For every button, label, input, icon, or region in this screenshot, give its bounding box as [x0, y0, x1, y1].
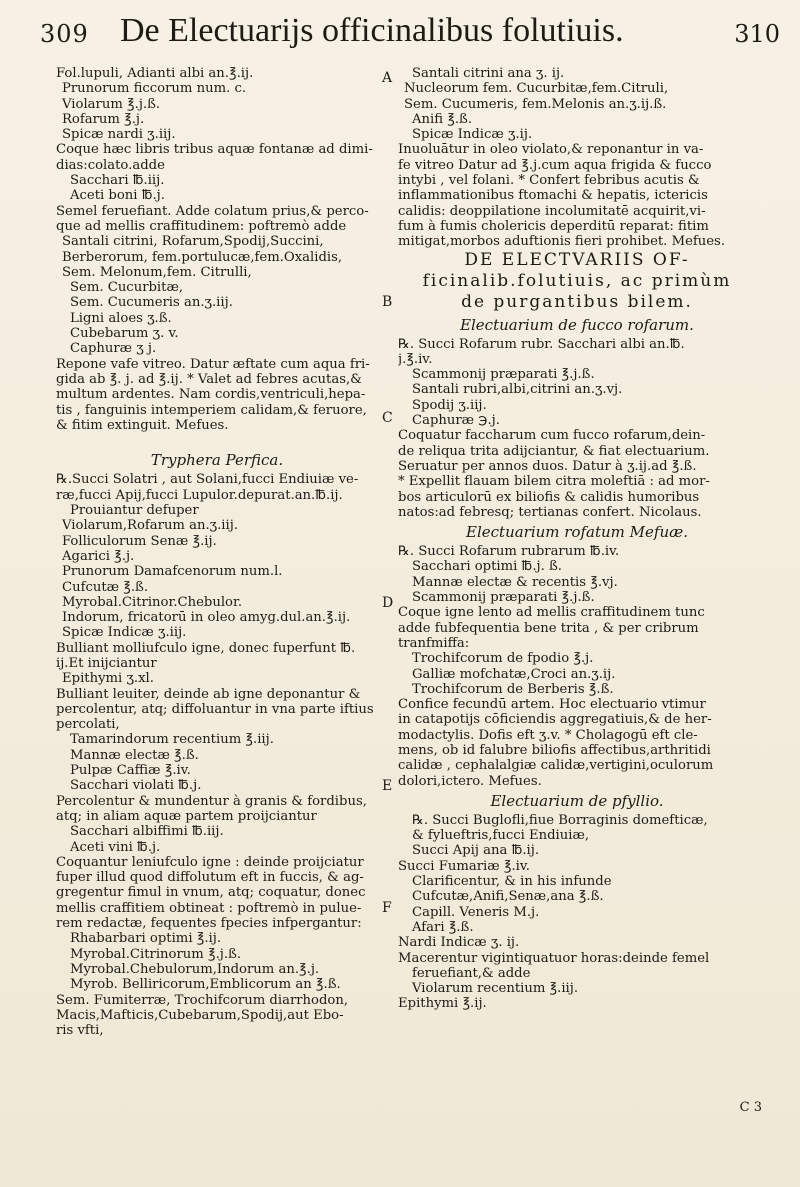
text-line: Aceti boni ℔.j.: [70, 188, 165, 204]
text-line: Coquantur leniufculo igne : deinde proijciatur: [56, 854, 364, 870]
margin-letter-e: E: [382, 778, 393, 794]
text-line: Clarificentur, & in his infunde: [412, 874, 612, 890]
text-line: Sem. Cucurbitæ,: [70, 280, 184, 296]
text-line: Seruatur per annos duos. Datur à ʒ.ij.ad ℥.ß.: [398, 458, 697, 474]
right-column: [398, 66, 756, 1012]
text-line: mellis craffitiem obtineat : poftremò in pulue-: [56, 900, 362, 916]
text-line: ℞.Succi Solatri , aut Solani,fucci Endiuiæ ve-: [56, 472, 359, 488]
text-line: gida ab ℥. j. ad ℥.ij. * Valet ad febres acutas,&: [56, 371, 362, 387]
text-line: Nucleorum fem. Cucurbitæ,fem.Citruli,: [404, 81, 669, 97]
margin-letter-f: F: [382, 900, 392, 916]
text-line: DE ELECTVARIIS OF-: [464, 249, 690, 270]
text-line: Macerentur vigintiquatuor horas:deinde femel: [398, 950, 710, 966]
text-line: mens, ob id falubre biliofis affectibus,arthritidi: [398, 742, 711, 758]
text-line: Semel feruefiant. Adde colatum prius,& perco-: [56, 203, 369, 219]
text-line: Repone vafe vitreo. Datur æftate cum aqua fri-: [56, 356, 370, 372]
text-line: tis , fanguinis intemperiem calidam,& feruore,: [56, 402, 367, 418]
text-line: Mannæ electæ ℥.ß.: [70, 747, 199, 763]
text-line: Violarum ℥.j.ß.: [62, 96, 161, 112]
text-line: Santali citrini, Rofarum,Spodij,Succini,: [62, 234, 324, 250]
text-line: fe vitreo Datur ad ℥.j.cum aqua frigida & fucco: [398, 157, 712, 173]
text-line: natos:ad febresq; tertianas confert. Nicolaus.: [398, 504, 702, 520]
text-line: Spodij ʒ.iij.: [412, 397, 487, 413]
text-line: Sem. Cucumeris, fem.Melonis an.ʒ.ij.ß.: [404, 96, 667, 112]
text-line: ræ,fucci Apij,fucci Lupulor.depurat.an.℔.ij.: [56, 487, 343, 503]
margin-letter-a: A: [382, 70, 393, 86]
text-line: Galliæ mofchatæ,Croci an.ʒ.ij.: [412, 666, 616, 682]
running-header: [40, 8, 780, 56]
page-number-right: 310: [734, 20, 780, 48]
text-line: Coque hæc libris tribus aquæ fontanæ ad dimi-: [56, 142, 373, 158]
text-line: Percolentur & mundentur à granis & fordibus,: [56, 793, 367, 809]
text-line: Santali rubri,albi,citrini an.ʒ.vj.: [412, 382, 623, 398]
running-title: De Electuarijs officinalibus folutiuis.: [120, 12, 624, 49]
text-line: Violarum,Rofarum an.ʒ.iij.: [62, 518, 239, 534]
text-line: Spicæ Indicæ ʒ.ij.: [412, 127, 533, 143]
text-line: bos articulorū ex biliofis & calidis humoribus: [398, 489, 700, 505]
text-line: ris vfti,: [56, 1023, 104, 1039]
text-line: Tamarindorum recentium ℥.iij.: [70, 732, 274, 748]
text-line: Spicæ Indicæ ʒ.iij.: [62, 625, 187, 641]
text-line: percolentur, atq; diffoluantur in vna parte iftius: [56, 701, 374, 717]
text-line: Prouiantur defuper: [70, 503, 199, 519]
text-line: ij.Et inijciantur: [56, 655, 157, 671]
text-line: fuper illud quod diffolutum eft in fuccis, & ag-: [56, 870, 364, 886]
text-line: Afari ℥.ß.: [412, 919, 474, 935]
text-line: Trochifcorum de fpodio ℥.j.: [412, 651, 594, 667]
text-line: Capill. Veneris M.j.: [412, 904, 540, 920]
text-line: Anifi ℥.ß.: [412, 111, 473, 127]
text-line: Cufcutæ ℥.ß.: [62, 579, 149, 595]
text-line: Sacchari violati ℔.j.: [70, 778, 202, 794]
text-line: intybi , vel folani. * Confert febribus acutis &: [398, 173, 700, 189]
signature-mark: C 3: [739, 1100, 762, 1115]
text-line: multum ardentes. Nam cordis,ventriculi,hepa-: [56, 387, 366, 403]
text-line: Santali citrini ana ʒ. ij.: [412, 66, 565, 81]
text-line: Scammonij præparati ℥.j.ß.: [412, 367, 595, 383]
text-line: Myrobal.Chebulorum,Indorum an.℥.j.: [70, 961, 320, 977]
text-line: ℞. Succi Rofarum rubrarum ℔.iv.: [398, 544, 620, 560]
text-line: calidis: deoppilatione incolumitatē acquirit,vi-: [398, 203, 706, 219]
text-line: Bulliant leuiter, deinde ab igne deponantur &: [56, 686, 361, 702]
text-line: & fitim extinguit. Mefues.: [56, 417, 229, 433]
text-line: Coquatur faccharum cum fucco rofarum,dein-: [398, 428, 706, 444]
text-line: Succi Apij ana ℔.ij.: [412, 843, 540, 859]
page-number-left: 309: [40, 20, 89, 48]
text-line: Sem. Cucumeris an.ʒ.iij.: [70, 295, 233, 311]
text-line: Prunorum ficcorum num. c.: [62, 81, 247, 97]
text-line: Electuarium rofatum Mefuæ.: [466, 523, 688, 542]
text-line: Sem. Melonum,fem. Citrulli,: [62, 264, 252, 280]
text-line: tranfmiffa:: [398, 635, 470, 651]
text-line: Sacchari ℔.iij.: [70, 173, 165, 189]
text-line: Violarum recentium ℥.iij.: [412, 981, 579, 997]
text-line: Myrob. Belliricorum,Emblicorum an ℥.ß.: [70, 977, 341, 993]
text-line: Macis,Mafticis,Cubebarum,Spodij,aut Ebo-: [56, 1007, 344, 1023]
text-line: Prunorum Damafcenorum num.l.: [62, 564, 283, 580]
text-line: Inuoluātur in oleo violato,& reponantur in va-: [398, 142, 704, 158]
margin-letter-c: C: [382, 410, 393, 426]
text-line: modactylis. Dofis eft ʒ.v. * Cholagogū eft cle-: [398, 727, 698, 743]
text-line: Confice fecundū artem. Hoc electuario vtimur: [398, 697, 706, 713]
text-line: [56, 433, 378, 448]
text-line: Sacchari optimi ℔.j. ß.: [412, 559, 563, 575]
text-line: dolori,ictero. Mefues.: [398, 773, 542, 789]
margin-letter-b: B: [382, 294, 393, 310]
text-line: Indorum, fricatorū in oleo amyg.dul.an.℥.ij.: [62, 610, 351, 626]
text-line: Ligni aloes ʒ.ß.: [70, 310, 172, 326]
text-line: Folliculorum Senæ ℥.ij.: [62, 533, 217, 549]
text-line: Pulpæ Caffiæ ℥.iv.: [70, 763, 191, 779]
text-line: percolati,: [56, 717, 120, 733]
text-line: Succi Fumariæ ℥.iv.: [398, 858, 530, 874]
text-line: Caphuræ ʒ j.: [70, 341, 157, 357]
text-line: adde fubfequentia bene trita , & per cribrum: [398, 620, 699, 636]
text-line: Mannæ electæ & recentis ℥.vj.: [412, 574, 618, 590]
text-line: Nardi Indicæ ʒ. ij.: [398, 935, 520, 951]
text-line: Bulliant molliufculo igne, donec fuperfunt ℔.: [56, 640, 356, 656]
text-line: inflammationibus ftomachi & hepatis, ictericis: [398, 188, 708, 204]
text-line: mitigat,morbos aduftionis fieri prohibet. Mefues.: [398, 234, 726, 250]
text-line: Aceti vini ℔.j.: [70, 839, 161, 855]
text-line: & fylueftris,fucci Endiuiæ,: [412, 828, 590, 844]
text-line: gregentur fimul in vnum, atq; coquatur, donec: [56, 885, 366, 901]
left-column: [56, 66, 378, 1038]
text-line: dias:colato.adde: [56, 157, 165, 173]
text-line: Epithymi ℥.ij.: [398, 996, 487, 1012]
text-line: * Expellit flauam bilem citra moleftiā : ad mor-: [398, 474, 710, 490]
text-line: Electuarium de fucco rofarum.: [460, 315, 694, 334]
text-line: de reliqua trita adijciantur, & fiat electuarium.: [398, 443, 710, 459]
text-line: Berberorum, fem.portulucæ,fem.Oxalidis,: [62, 249, 343, 265]
text-line: calidæ , cephalalgiæ calidæ,vertigini,oculorum: [398, 758, 714, 774]
text-line: rem redactæ, fequentes fpecies infpergantur:: [56, 916, 362, 932]
text-line: Sacchari albiffimi ℔.iij.: [70, 824, 224, 840]
text-line: Myrobal.Citrinor.Chebulor.: [62, 594, 243, 610]
text-line: Tryphera Perfica.: [150, 451, 284, 470]
text-line: atq; in aliam aquæ partem proijciantur: [56, 808, 317, 824]
text-line: Myrobal.Citrinorum ℥.j.ß.: [70, 946, 242, 962]
text-line: Trochifcorum de Berberis ℥.ß.: [412, 681, 614, 697]
text-line: fum à fumis cholericis deperditū reparat: fitim: [398, 218, 709, 234]
text-line: j.℥.iv.: [398, 351, 433, 367]
text-line: Epithymi ʒ.xl.: [62, 671, 154, 687]
text-line: Fol.lupuli, Adianti albi an.℥.ij.: [56, 66, 254, 81]
text-line: Scammonij præparati ℥.j.ß.: [412, 590, 595, 606]
text-line: Coque igne lento ad mellis craffitudinem tunc: [398, 605, 705, 621]
text-line: in catapotijs cōficiendis aggregatiuis,& de her-: [398, 712, 712, 728]
text-line: ℞. Succi Rofarum rubr. Sacchari albi an.℔.: [398, 336, 685, 352]
text-line: ficinalib.folutiuis, ac primùm: [422, 270, 732, 291]
margin-letter-d: D: [382, 595, 394, 611]
text-line: feruefiant,& adde: [412, 965, 531, 981]
text-line: Spicæ nardi ʒ.iij.: [62, 127, 176, 143]
text-line: que ad mellis craffitudinem: poftremò adde: [56, 218, 347, 234]
text-line: Rofarum ℥.j.: [62, 111, 145, 127]
text-line: Electuarium de pfyllio.: [490, 791, 664, 810]
text-line: ℞. Succi Buglofli,fiue Borraginis domefticæ,: [412, 812, 708, 828]
text-line: Agarici ℥.j.: [62, 548, 135, 564]
text-line: Cufcutæ,Anifi,Senæ,ana ℥.ß.: [412, 889, 604, 905]
text-line: Sem. Fumiterræ, Trochifcorum diarrhodon,: [56, 992, 349, 1008]
text-line: de purgantibus bilem.: [461, 291, 693, 312]
text-line: Cubebarum ʒ. v.: [70, 326, 179, 342]
text-line: Rhabarbari optimi ℥.ij.: [70, 931, 222, 947]
text-line: Caphuræ ℈.j.: [412, 413, 500, 429]
